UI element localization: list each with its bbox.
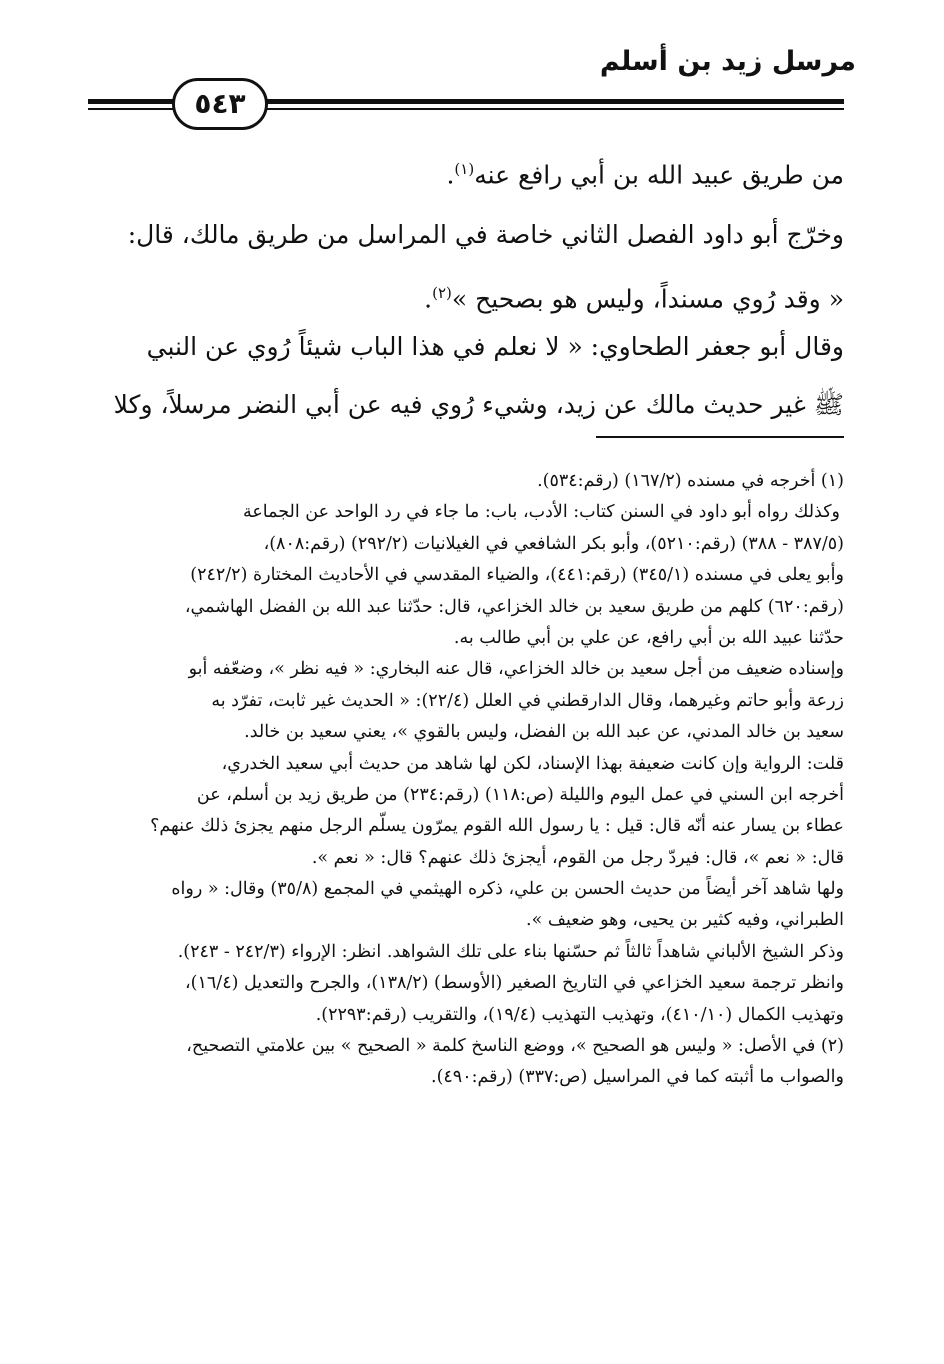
- main-line-2: وخرّج أبو داود الفصل الثاني خاصة في المراسل من طريق مالك، قال:: [127, 220, 844, 249]
- main-paragraph-2: [84, 206, 844, 322]
- header-rule: [88, 78, 844, 134]
- footnote-line-18: وتهذيب الكمال (٤١٠/١٠)، وتهذيب التهذيب (١٩/٤)، والتقريب (رقم:٢٢٩٣).: [315, 1004, 844, 1025]
- footnote-line-5: (رقم:٦٢٠) كلهم من طريق سعيد بن خالد الخزاعي، قال: حدّثنا عبد الله بن الفضل الهاشمي،: [184, 596, 844, 617]
- footnote-line-8: زرعة وأبو حاتم وغيرهما، وقال الدارقطني في العلل (٢٢/٤): « الحديث غير ثابت، تفرّد به: [211, 690, 844, 711]
- footnote-line-16: وذكر الشيخ الألباني شاهداً ثالثاً ثم حسّنها بناء على تلك الشواهد. انظر: الإرواء (٢٤٢/٣ - ٢٤٣).: [177, 941, 844, 962]
- footnote-line-15: الطبراني، وفيه كثير بن يحيى، وهو ضعيف ».: [526, 910, 844, 931]
- footnote-line-6: حدّثنا عبيد الله بن أبي رافع، عن علي بن أبي طالب به.: [453, 627, 844, 648]
- footnote-line-17: وانظر ترجمة سعيد الخزاعي في التاريخ الصغير (الأوسط) (١٣٨/٢)، والجرح والتعديل (١٦/٤)،: [185, 973, 844, 994]
- footnote-line-13: قال: « نعم »، قال: فيردّ رجل من القوم، أيجزئ ذلك عنهم؟ قال: « نعم ».: [311, 847, 844, 868]
- footnote-line-19: (٢) في الأصل: « وليس هو الصحيح »، ووضع الناسخ كلمة « الصحيح » بين علامتي التصحيح،: [186, 1036, 844, 1057]
- main-paragraph-3: [84, 318, 844, 434]
- running-header-title: مرسل زيد بن أسلم: [599, 46, 856, 77]
- footnote-ref-2: (٢): [432, 284, 452, 302]
- main-line-1-text: من طريق عبيد الله بن أبي رافع عنه: [474, 160, 844, 190]
- main-line-1: [84, 140, 844, 198]
- main-line-1-end: .: [446, 160, 455, 190]
- footnote-line-1: (١) أخرجه في مسنده (١٦٧/٢) (رقم:٥٣٤).: [537, 471, 844, 491]
- main-line-3-end: .: [424, 284, 433, 314]
- footnote-line-10: قلت: الرواية وإن كانت ضعيفة بهذا الإسناد، لكن لها شاهد من حديث أبي سعيد الخدري،: [221, 753, 844, 774]
- main-text: [84, 140, 844, 198]
- footnote-line-14: ولها شاهد آخر أيضاً من حديث الحسن بن علي، ذكره الهيثمي في المجمع (٣٥/٨) وقال: « رواه: [171, 879, 844, 900]
- main-line-5: ﷺ غير حديث مالك عن زيد، وشيء رُوي فيه عن أبي النضر مرسلاً، وكلا: [113, 390, 844, 419]
- main-line-4: وقال أبو جعفر الطحاوي: « لا نعلم في هذا الباب شيئاً رُوي عن النبي: [146, 332, 844, 361]
- page-number: ٥٤٣: [172, 78, 268, 130]
- main-line-3: [84, 264, 844, 322]
- footnote-ref-1: (١): [454, 160, 475, 178]
- footnotes: [84, 466, 844, 1094]
- footnote-line-7: وإسناده ضعيف من أجل سعيد بن خالد الخزاعي، قال عنه البخاري: « فيه نظر »، وضعّفه أبو: [188, 659, 844, 680]
- footnote-line-4: وأبو يعلى في مسنده (٣٤٥/١) (رقم:٤٤١)، والضياء المقدسي في الأحاديث المختارة (٢٤٢/٢): [190, 565, 844, 586]
- footnote-line-11: أخرجه ابن السني في عمل اليوم والليلة (ص:١١٨) (رقم:٢٣٤) من طريق زيد بن أسلم، عن: [196, 784, 844, 805]
- footnote-divider: [596, 436, 844, 438]
- main-line-3-text: « وقد رُوي مسنداً، وليس هو بصحيح »: [451, 284, 844, 314]
- footnote-line-2: وكذلك رواه أبو داود في السنن كتاب: الأدب، باب: ما جاء في رد الواحد عن الجماعة: [242, 502, 840, 523]
- footnote-line-3: (٣٨٧/٥ - ٣٨٨) (رقم:٥٢١٠)، وأبو بكر الشافعي في الغيلانيات (٢٩٢/٢) (رقم:٨٠٨)،: [263, 533, 844, 554]
- footnote-line-9: سعيد بن خالد المدني، عن عبد الله بن الفضل، وليس بالقوي »، يعني سعيد بن خالد.: [244, 722, 844, 743]
- footnote-line-20: والصواب ما أثبته كما في المراسيل (ص:٣٣٧) (رقم:٤٩٠).: [431, 1067, 844, 1088]
- footnote-line-12: عطاء بن يسار عنه أنّه قال: قيل : يا رسول الله القوم يمرّون يسلّم الرجل منهم يجزئ ذلك عنهم؟: [150, 816, 844, 837]
